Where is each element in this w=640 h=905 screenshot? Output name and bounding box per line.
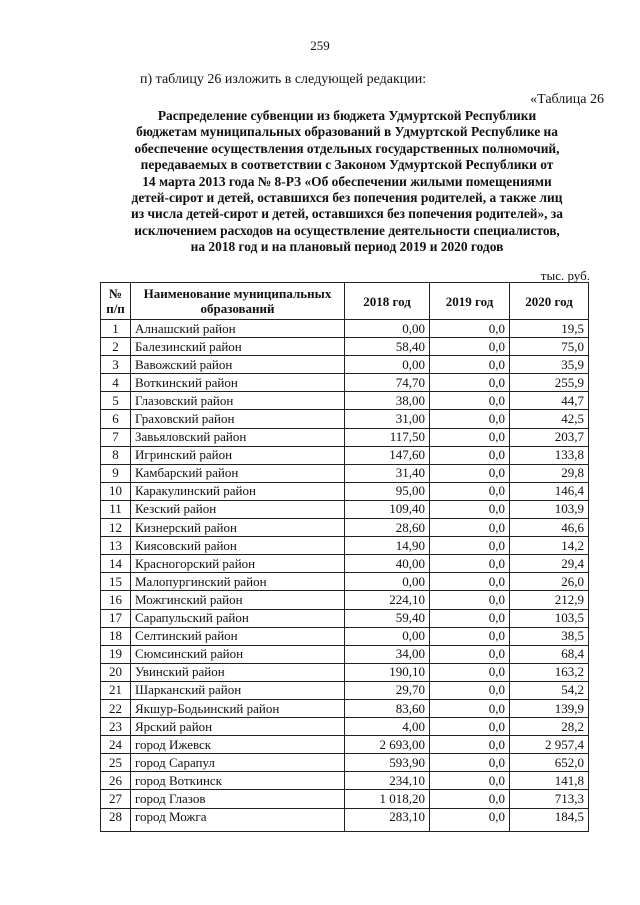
row-number: 25 xyxy=(101,754,131,772)
heading-line: бюджетам муниципальных образований в Удмуртской Республике на xyxy=(136,124,558,140)
header-2019: 2019 год xyxy=(430,283,510,320)
value-2018: 224,10 xyxy=(345,591,430,609)
row-number: 10 xyxy=(101,482,131,500)
value-2019: 0,0 xyxy=(430,681,510,699)
table-row xyxy=(101,338,589,356)
table-row xyxy=(101,808,589,831)
value-2018: 74,70 xyxy=(345,374,430,392)
value-2018: 29,70 xyxy=(345,681,430,699)
value-2018: 234,10 xyxy=(345,772,430,790)
table-row xyxy=(101,555,589,573)
value-2020: 146,4 xyxy=(510,482,589,500)
header-num: № п/п xyxy=(101,283,131,320)
value-2019: 0,0 xyxy=(430,645,510,663)
heading-line: обеспечение осуществления отдельных государственных полномочий, xyxy=(134,140,560,156)
amendment-intro: п) таблицу 26 изложить в следующей редакции: xyxy=(140,72,427,87)
value-2018: 0,00 xyxy=(345,320,430,338)
table-row xyxy=(101,392,589,410)
row-number: 16 xyxy=(101,591,131,609)
table-row xyxy=(101,573,589,591)
value-2019: 0,0 xyxy=(430,718,510,736)
table-row xyxy=(101,410,589,428)
value-2019: 0,0 xyxy=(430,392,510,410)
value-2018: 190,10 xyxy=(345,663,430,681)
table-row xyxy=(101,754,589,772)
municipality-name: Глазовский район xyxy=(131,392,345,410)
municipality-name: Сарапульский район xyxy=(131,609,345,627)
value-2019: 0,0 xyxy=(430,808,510,831)
row-number: 1 xyxy=(101,320,131,338)
value-2020: 652,0 xyxy=(510,754,589,772)
value-2020: 2 957,4 xyxy=(510,736,589,754)
value-2020: 38,5 xyxy=(510,627,589,645)
value-2018: 117,50 xyxy=(345,428,430,446)
value-2020: 163,2 xyxy=(510,663,589,681)
row-number: 6 xyxy=(101,410,131,428)
municipality-name: Завьяловский район xyxy=(131,428,345,446)
municipality-name: Воткинский район xyxy=(131,374,345,392)
row-number: 22 xyxy=(101,699,131,717)
municipality-name: Кезский район xyxy=(131,500,345,518)
row-number: 28 xyxy=(101,808,131,831)
table-row xyxy=(101,591,589,609)
table-row xyxy=(101,537,589,555)
value-2020: 46,6 xyxy=(510,519,589,537)
heading-line: исключением расходов на осуществление деятельности специалистов, xyxy=(134,222,560,238)
municipality-name: Балезинский район xyxy=(131,338,345,356)
value-2019: 0,0 xyxy=(430,772,510,790)
municipality-name: Красногорский район xyxy=(131,555,345,573)
table-row xyxy=(101,374,589,392)
units-label: тыс. руб. xyxy=(540,268,590,283)
value-2018: 593,90 xyxy=(345,754,430,772)
municipality-name: Алнашский район xyxy=(131,320,345,338)
value-2018: 0,00 xyxy=(345,627,430,645)
row-number: 9 xyxy=(101,464,131,482)
municipality-name: Граховский район xyxy=(131,410,345,428)
municipality-name: Шарканский район xyxy=(131,681,345,699)
row-number: 15 xyxy=(101,573,131,591)
municipality-name: город Ижевск xyxy=(131,736,345,754)
value-2019: 0,0 xyxy=(430,573,510,591)
value-2019: 0,0 xyxy=(430,790,510,808)
municipality-name: Якшур-Бодьинский район xyxy=(131,699,345,717)
value-2020: 19,5 xyxy=(510,320,589,338)
value-2020: 103,5 xyxy=(510,609,589,627)
municipality-name: Каракулинский район xyxy=(131,482,345,500)
value-2020: 75,0 xyxy=(510,338,589,356)
value-2018: 283,10 xyxy=(345,808,430,831)
row-number: 24 xyxy=(101,736,131,754)
row-number: 4 xyxy=(101,374,131,392)
value-2018: 31,40 xyxy=(345,464,430,482)
table-row xyxy=(101,464,589,482)
value-2019: 0,0 xyxy=(430,699,510,717)
row-number: 17 xyxy=(101,609,131,627)
value-2019: 0,0 xyxy=(430,555,510,573)
value-2020: 28,2 xyxy=(510,718,589,736)
value-2020: 133,8 xyxy=(510,446,589,464)
heading-line: 14 марта 2013 года № 8-РЗ «Об обеспечении жилыми помещениями xyxy=(142,173,552,189)
row-number: 18 xyxy=(101,627,131,645)
value-2020: 103,9 xyxy=(510,500,589,518)
value-2019: 0,0 xyxy=(430,374,510,392)
value-2019: 0,0 xyxy=(430,464,510,482)
row-number: 11 xyxy=(101,500,131,518)
value-2020: 54,2 xyxy=(510,681,589,699)
table-row xyxy=(101,718,589,736)
subvention-table xyxy=(100,282,589,832)
value-2019: 0,0 xyxy=(430,591,510,609)
table-row xyxy=(101,699,589,717)
heading-line: из числа детей-сирот и детей, оставшихся без попечения родителей», за xyxy=(131,206,563,222)
table-row xyxy=(101,790,589,808)
table-row xyxy=(101,446,589,464)
value-2020: 141,8 xyxy=(510,772,589,790)
municipality-name: Камбарский район xyxy=(131,464,345,482)
municipality-name: Можгинский район xyxy=(131,591,345,609)
value-2018: 4,00 xyxy=(345,718,430,736)
table-row xyxy=(101,609,589,627)
value-2020: 203,7 xyxy=(510,428,589,446)
value-2018: 83,60 xyxy=(345,699,430,717)
value-2019: 0,0 xyxy=(430,320,510,338)
table-row xyxy=(101,645,589,663)
municipality-name: Селтинский район xyxy=(131,627,345,645)
value-2018: 95,00 xyxy=(345,482,430,500)
row-number: 21 xyxy=(101,681,131,699)
value-2019: 0,0 xyxy=(430,356,510,374)
value-2020: 14,2 xyxy=(510,537,589,555)
heading-line: Распределение субвенции из бюджета Удмуртской Республики xyxy=(157,108,537,123)
value-2020: 255,9 xyxy=(510,374,589,392)
value-2020: 713,3 xyxy=(510,790,589,808)
value-2018: 147,60 xyxy=(345,446,430,464)
row-number: 19 xyxy=(101,645,131,663)
municipality-name: Киясовский район xyxy=(131,537,345,555)
value-2018: 1 018,20 xyxy=(345,790,430,808)
value-2020: 26,0 xyxy=(510,573,589,591)
header-name: Наименование муниципальных образований xyxy=(131,283,345,320)
value-2018: 28,60 xyxy=(345,519,430,537)
table-row xyxy=(101,627,589,645)
value-2018: 109,40 xyxy=(345,500,430,518)
value-2019: 0,0 xyxy=(430,609,510,627)
value-2018: 59,40 xyxy=(345,609,430,627)
value-2020: 35,9 xyxy=(510,356,589,374)
value-2020: 212,9 xyxy=(510,591,589,609)
value-2020: 29,4 xyxy=(510,555,589,573)
heading-line: на 2018 год и на плановый период 2019 и 2020 годов xyxy=(190,239,504,255)
municipality-name: Кизнерский район xyxy=(131,519,345,537)
table-row xyxy=(101,736,589,754)
value-2020: 42,5 xyxy=(510,410,589,428)
table-row xyxy=(101,356,589,374)
row-number: 23 xyxy=(101,718,131,736)
row-number: 12 xyxy=(101,519,131,537)
table-row xyxy=(101,320,589,338)
municipality-name: Малопургинский район xyxy=(131,573,345,591)
table-reference: «Таблица 26 xyxy=(530,92,604,107)
value-2019: 0,0 xyxy=(430,736,510,754)
header-2020: 2020 год xyxy=(510,283,589,320)
table-row xyxy=(101,772,589,790)
value-2019: 0,0 xyxy=(430,500,510,518)
value-2019: 0,0 xyxy=(430,663,510,681)
municipality-name: Вавожский район xyxy=(131,356,345,374)
value-2018: 0,00 xyxy=(345,573,430,591)
municipality-name: город Глазов xyxy=(131,790,345,808)
municipality-name: город Воткинск xyxy=(131,772,345,790)
row-number: 27 xyxy=(101,790,131,808)
municipality-name: Игринский район xyxy=(131,446,345,464)
municipality-name: город Сарапул xyxy=(131,754,345,772)
municipality-name: Ярский район xyxy=(131,718,345,736)
value-2020: 29,8 xyxy=(510,464,589,482)
table-row xyxy=(101,681,589,699)
table-row xyxy=(101,500,589,518)
value-2018: 40,00 xyxy=(345,555,430,573)
table-row xyxy=(101,519,589,537)
header-2018: 2018 год xyxy=(345,283,430,320)
row-number: 14 xyxy=(101,555,131,573)
value-2018: 31,00 xyxy=(345,410,430,428)
value-2019: 0,0 xyxy=(430,537,510,555)
value-2018: 34,00 xyxy=(345,645,430,663)
value-2019: 0,0 xyxy=(430,338,510,356)
row-number: 26 xyxy=(101,772,131,790)
heading-line: детей-сирот и детей, оставшихся без попечения родителей, а также лиц xyxy=(131,190,563,206)
value-2019: 0,0 xyxy=(430,754,510,772)
row-number: 3 xyxy=(101,356,131,374)
value-2020: 68,4 xyxy=(510,645,589,663)
value-2019: 0,0 xyxy=(430,482,510,500)
row-number: 20 xyxy=(101,663,131,681)
row-number: 5 xyxy=(101,392,131,410)
value-2020: 184,5 xyxy=(510,808,589,831)
value-2018: 38,00 xyxy=(345,392,430,410)
municipality-name: город Можга xyxy=(131,808,345,831)
table-row xyxy=(101,482,589,500)
table-heading xyxy=(92,108,602,256)
page-number: 259 xyxy=(310,38,330,53)
municipality-name: Сюмсинский район xyxy=(131,645,345,663)
value-2019: 0,0 xyxy=(430,410,510,428)
table-row xyxy=(101,663,589,681)
row-number: 7 xyxy=(101,428,131,446)
value-2019: 0,0 xyxy=(430,627,510,645)
value-2019: 0,0 xyxy=(430,446,510,464)
heading-line: передаваемых в соответствии с Законом Удмуртской Республики от xyxy=(140,157,554,173)
value-2018: 58,40 xyxy=(345,338,430,356)
value-2018: 0,00 xyxy=(345,356,430,374)
table-header-row xyxy=(101,283,589,320)
row-number: 13 xyxy=(101,537,131,555)
value-2020: 139,9 xyxy=(510,699,589,717)
value-2020: 44,7 xyxy=(510,392,589,410)
value-2019: 0,0 xyxy=(430,519,510,537)
table-row xyxy=(101,428,589,446)
municipality-name: Увинский район xyxy=(131,663,345,681)
row-number: 8 xyxy=(101,446,131,464)
value-2019: 0,0 xyxy=(430,428,510,446)
value-2018: 2 693,00 xyxy=(345,736,430,754)
value-2018: 14,90 xyxy=(345,537,430,555)
row-number: 2 xyxy=(101,338,131,356)
